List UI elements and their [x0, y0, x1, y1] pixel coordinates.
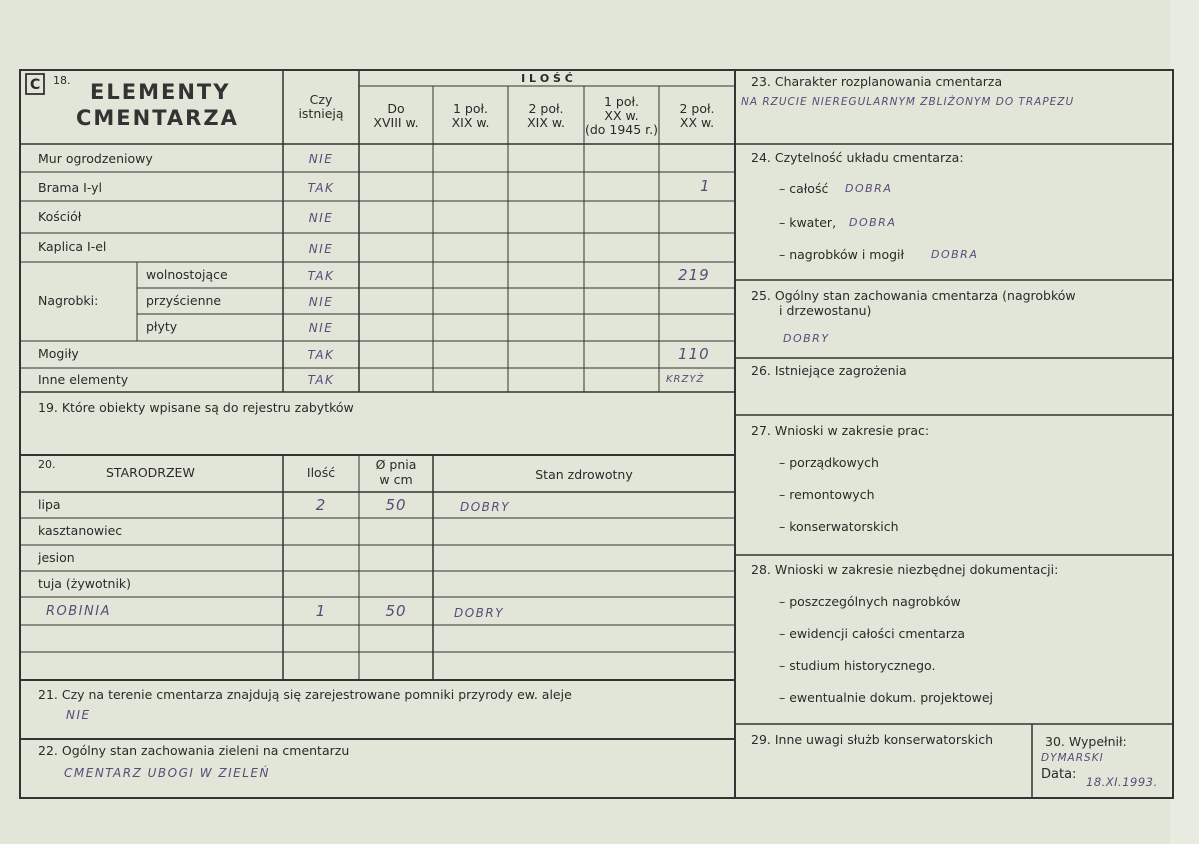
tree-species-3: jesion [38, 550, 75, 565]
tree-qty-5: 1 [315, 602, 327, 620]
col-header-4: 1 poł. [603, 94, 640, 109]
sec30-date-label: Data: [1041, 767, 1077, 782]
sec30-name: DYMARSKI [1041, 752, 1104, 764]
sec28-item-2: – ewidencji całości cmentarza [779, 626, 966, 641]
section-box-letter: C [30, 77, 41, 93]
tree-species-2: kasztanowiec [38, 523, 123, 538]
row-label-chapel: Kaplica I-el [38, 239, 107, 254]
sec20-number: 20. [38, 458, 56, 471]
sec30-date: 18.XI.1993. [1086, 775, 1158, 789]
sec28-item-1: – poszczególnych nagrobków [779, 594, 961, 609]
sec30-label: 30. Wypełnił: [1045, 734, 1127, 749]
col-header-1b: XVIII w. [373, 115, 419, 130]
row-exists-slabs: NIE [308, 321, 334, 335]
col-header-5: 2 poł. [679, 101, 715, 116]
sec24-value-1: DOBRA [845, 182, 893, 195]
sec27-item-2: – remontowych [779, 487, 875, 502]
tree-species-5: ROBINIA [46, 604, 111, 619]
sec24-item-1: – całość [779, 181, 829, 196]
row-exists-gate: TAK [307, 181, 335, 195]
row-qty-graves: 110 [678, 345, 710, 363]
section-title-line1: ELEMENTY [90, 80, 231, 104]
sec28-item-4: – ewentualnie dokum. projektowej [779, 690, 994, 705]
sec27-item-3: – konserwatorskich [779, 519, 899, 534]
section-title-line2: CMENTARZA [76, 106, 239, 130]
sec28-item-3: – studium historycznego. [779, 658, 936, 673]
sec20-col-health: Stan zdrowotny [535, 467, 633, 482]
sec25-value: DOBRY [783, 332, 830, 345]
row-label-other: Inne elementy [38, 372, 129, 387]
sec24-label: 24. Czytelność układu cmentarza: [751, 150, 964, 165]
row-label-church: Kościół [38, 209, 82, 224]
row-exists-graves: TAK [307, 348, 335, 362]
tree-qty-1: 2 [315, 496, 327, 514]
row-label-gate: Brama I-yl [38, 180, 103, 195]
sec24-value-2: DOBRA [849, 216, 897, 229]
sec22-value: CMENTARZ UBOGI W ZIELEŃ [64, 766, 270, 780]
col-header-3b: XIX w. [527, 115, 565, 130]
row-label-slabs: płyty [146, 319, 178, 334]
tree-diam-1: 50 [385, 496, 407, 514]
sec26-label: 26. Istniejące zagrożenia [751, 363, 907, 378]
col-header-2b: XIX w. [451, 115, 490, 130]
sec21-value: NIE [66, 708, 91, 722]
row-qty-other: KRZYŻ [666, 374, 705, 385]
row-qty-freestanding: 219 [678, 266, 710, 284]
col-header-1: Do [387, 101, 405, 116]
row-exists-church: NIE [308, 211, 334, 225]
sec25-label: 25. Ogólny stan zachowania cmentarza (nagrobków [751, 288, 1076, 303]
tree-diam-5: 50 [385, 602, 407, 620]
sec22-label: 22. Ogólny stan zachowania zieleni na cmentarzu [38, 743, 350, 758]
sec27-item-1: – porządkowych [779, 455, 879, 470]
row-label-tombstones: Nagrobki: [38, 293, 99, 308]
row-exists-freestanding: TAK [307, 269, 335, 283]
row-exists-wallmounted: NIE [308, 295, 334, 309]
tree-health-5: DOBRY [454, 606, 505, 620]
row-label-freestanding: wolnostojące [146, 267, 228, 282]
sec20-col-diam: Ø pnia [375, 457, 417, 472]
col-exists-header: Czy [309, 92, 333, 107]
sec29-label: 29. Inne uwagi służb konserwatorskich [751, 732, 993, 747]
sec21-label: 21. Czy na terenie cmentarza znajdują się zarejestrowane pomniki przyrody ew. aleje [38, 687, 572, 702]
sec24-value-3: DOBRA [931, 248, 979, 261]
sec27-label: 27. Wnioski w zakresie prac: [751, 423, 930, 438]
sec23-label: 23. Charakter rozplanowania cmentarza [751, 74, 1003, 89]
sec19-label: 19. Które obiekty wpisane są do rejestru zabytków [38, 400, 354, 415]
sec20-col-diam-2: w cm [379, 472, 413, 487]
col-header-2: 1 poł. [452, 101, 489, 116]
tree-health-1: DOBRY [460, 500, 511, 514]
section-number: 18. [53, 74, 71, 87]
col-header-3: 2 poł. [528, 101, 564, 116]
sec25-label-2: i drzewostanu) [779, 303, 872, 318]
row-label-wall: Mur ogrodzeniowy [38, 151, 153, 166]
col-exists-header-2: istnieją [298, 106, 344, 121]
sec24-item-2: – kwater, [779, 215, 837, 230]
sec28-label: 28. Wnioski w zakresie niezbędnej dokumentacji: [751, 562, 1059, 577]
tree-species-1: lipa [38, 497, 61, 512]
ilosc-header: I L O Ś Ć [521, 72, 573, 85]
sec20-col-qty: Ilość [306, 465, 336, 480]
sec20-title: STARODRZEW [106, 465, 195, 480]
row-label-wallmounted: przyścienne [146, 293, 222, 308]
row-exists-chapel: NIE [308, 242, 334, 256]
sec24-item-3: – nagrobków i mogił [779, 247, 905, 262]
col-header-4b: XX w. [604, 108, 639, 123]
row-label-graves: Mogiły [38, 346, 79, 361]
row-exists-wall: NIE [308, 152, 334, 166]
row-exists-other: TAK [307, 373, 335, 387]
col-header-5b: XX w. [679, 115, 715, 130]
row-qty-gate: 1 [700, 177, 711, 195]
sec23-value: NA RZUCIE NIEREGULARNYM ZBLIŻONYM DO TRAPEZU [741, 96, 1075, 108]
col-header-4c: (do 1945 r.) [584, 122, 659, 137]
tree-species-4: tuja (żywotnik) [38, 576, 132, 591]
